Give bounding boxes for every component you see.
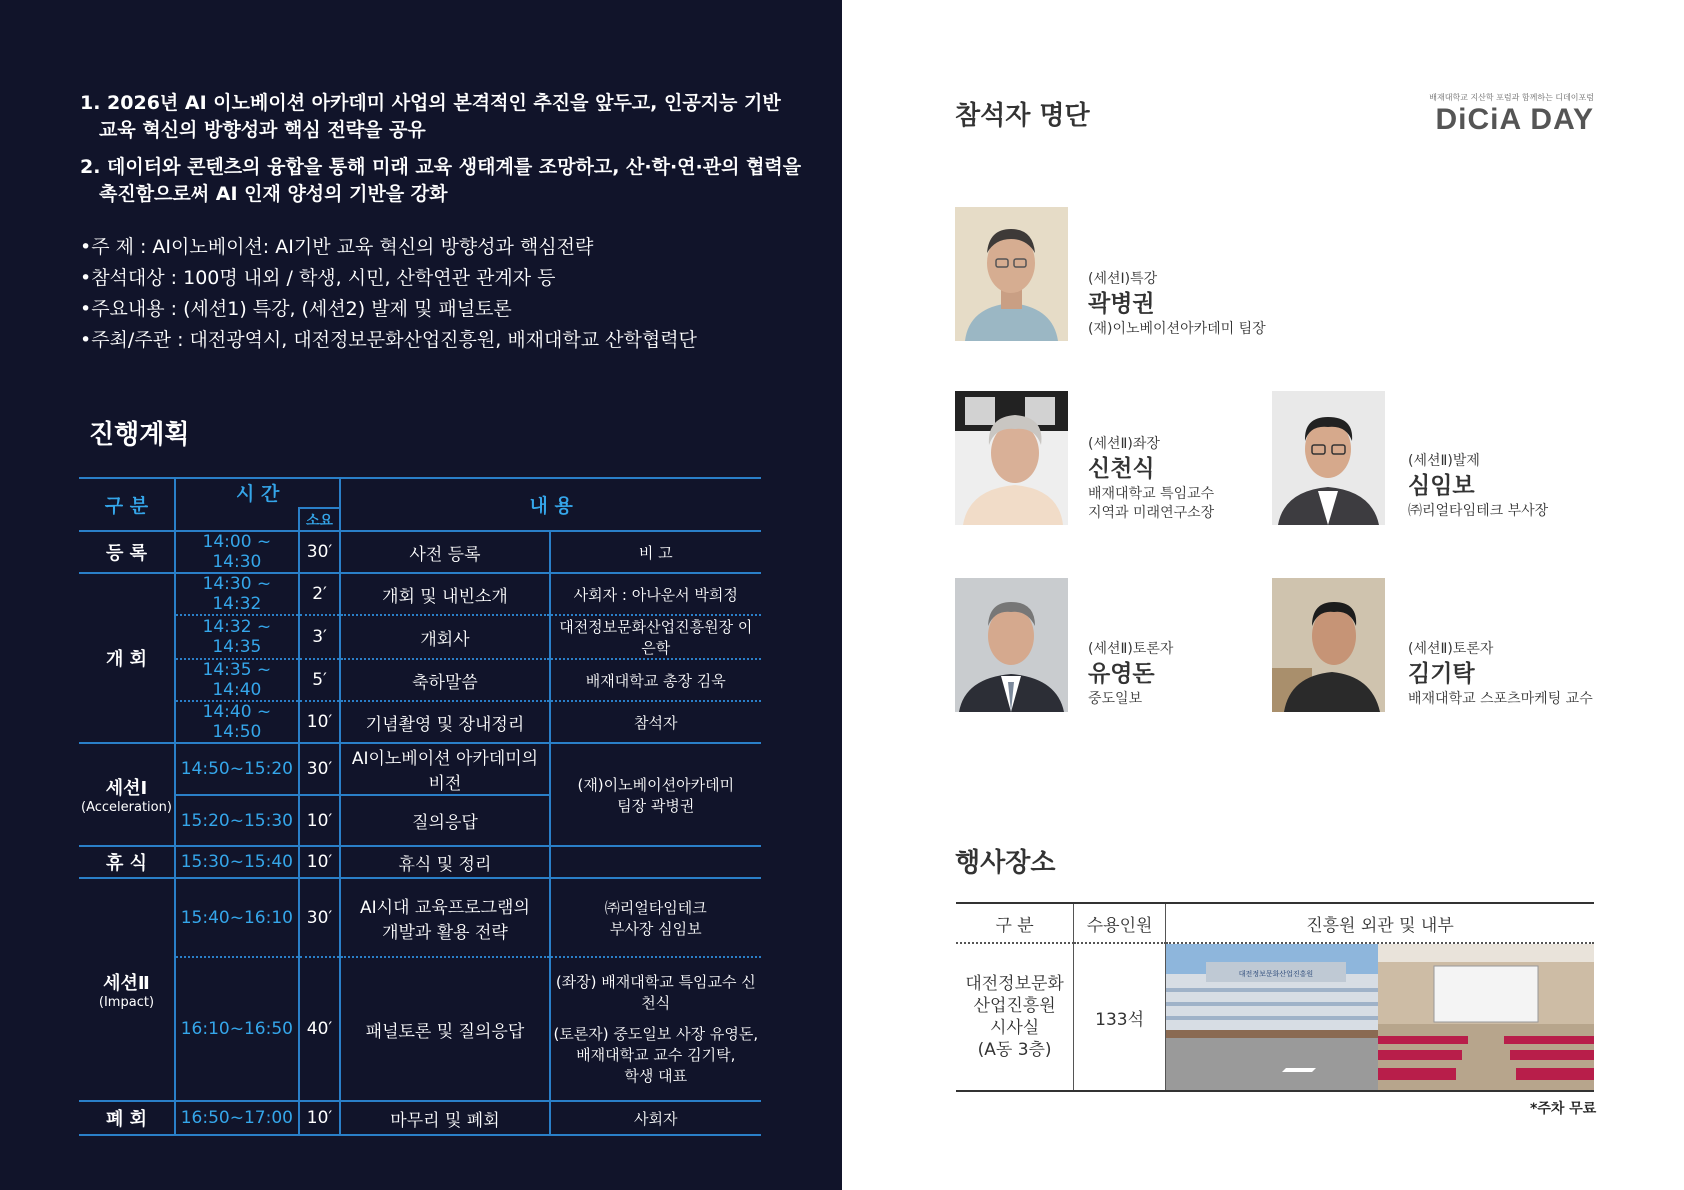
speaker-shim bbox=[1408, 450, 1548, 521]
note-cell: 대전정보문화산업진흥원장 이은학 bbox=[550, 615, 761, 659]
speaker-name: 김기탁 bbox=[1408, 661, 1475, 687]
content-line: AI시대 교육프로그램의 bbox=[360, 897, 530, 918]
table-row bbox=[79, 743, 761, 795]
header-time: 시 간 bbox=[175, 478, 340, 508]
note-line: (재)이노베이션아카데미 bbox=[577, 775, 735, 794]
header-category: 구 분 bbox=[79, 478, 175, 531]
duration-cell: 10′ bbox=[299, 1101, 341, 1135]
content-cell: 개회 및 내빈소개 bbox=[340, 573, 549, 615]
table-row bbox=[79, 531, 761, 573]
venue-place-line: 산업진흥원 bbox=[973, 996, 1056, 1016]
content-line: 개발과 활용 전략 bbox=[382, 922, 508, 943]
schedule-header-row bbox=[79, 478, 761, 508]
content-cell: AI이노베이션 아카데미의 비전 bbox=[340, 743, 549, 795]
duration-cell: 10′ bbox=[299, 846, 341, 878]
logo-wordmark: DiCiA DAY bbox=[1435, 103, 1594, 136]
speaker-affiliation: 배재대학교 특임교수 bbox=[1088, 486, 1215, 502]
speaker-affiliation: 배재대학교 스포츠마케팅 교수 bbox=[1408, 691, 1593, 707]
logo-tagline: 배재대학교 지산학 포럼과 함께하는 디데이포럼 bbox=[1429, 93, 1594, 102]
building-sign-text: 대전정보문화산업진흥원 bbox=[1238, 970, 1314, 978]
table-row bbox=[79, 878, 761, 957]
speaker-kwak bbox=[1088, 268, 1266, 339]
note-line: 팀장 곽병권 bbox=[617, 796, 695, 815]
note-cell bbox=[550, 878, 761, 957]
content-cell: 마무리 및 폐회 bbox=[340, 1101, 549, 1135]
speaker-affiliation: 지역과 미래연구소장 bbox=[1088, 505, 1215, 521]
note-cell bbox=[550, 846, 761, 878]
speaker-name: 신천식 bbox=[1088, 456, 1155, 482]
table-row bbox=[79, 701, 761, 743]
bullet-theme: •주 제 : AI이노베이션: AI기반 교육 혁신의 방향성과 핵심전략 bbox=[80, 236, 594, 258]
venue-header-capacity: 수용인원 bbox=[1074, 903, 1166, 943]
time-cell: 14:30 ~ 14:32 bbox=[175, 573, 299, 615]
table-row bbox=[79, 573, 761, 615]
content-cell: 사전 등록 bbox=[340, 531, 549, 573]
speaker-role: (세션Ⅰ)특강 bbox=[1088, 271, 1158, 287]
time-cell: 15:40~16:10 bbox=[175, 878, 299, 957]
objective-1-line1: 1. 2026년 AI 이노베이션 아카데미 사업의 본격적인 추진을 앞두고, 인공지능 기반 bbox=[80, 92, 781, 114]
time-cell: 14:40 ~ 14:50 bbox=[175, 701, 299, 743]
content-cell: 축하말씀 bbox=[340, 659, 549, 701]
note-cell bbox=[550, 743, 761, 846]
note-cell bbox=[550, 957, 761, 1101]
schedule-table bbox=[79, 478, 761, 1136]
note-line: (토론자) 중도일보 사장 유영돈, bbox=[553, 1024, 759, 1043]
table-row bbox=[79, 615, 761, 659]
speaker-kim bbox=[1408, 638, 1593, 709]
venue-header-row bbox=[956, 903, 1594, 943]
content-cell: 휴식 및 정리 bbox=[340, 846, 549, 878]
venue-header-category: 구 분 bbox=[956, 903, 1074, 943]
speaker-name: 심임보 bbox=[1408, 473, 1475, 499]
note-cell: 사회자 : 아나운서 박희정 bbox=[550, 573, 761, 615]
time-cell: 14:00 ~ 14:30 bbox=[175, 531, 299, 573]
time-cell: 15:20~15:30 bbox=[175, 795, 299, 846]
dicia-day-logo bbox=[1419, 92, 1594, 137]
session2-label: 세션Ⅱ bbox=[103, 973, 150, 994]
speaker-role: (세션Ⅱ)발제 bbox=[1408, 453, 1480, 469]
note-line: ㈜리얼타임테크 bbox=[604, 898, 707, 917]
speaker-shin bbox=[1088, 433, 1214, 523]
objective-2 bbox=[80, 154, 801, 208]
venue-place bbox=[956, 943, 1074, 1091]
venue-photos bbox=[1165, 943, 1594, 1091]
note-cell: 배재대학교 총장 김욱 bbox=[550, 659, 761, 701]
note-cell: 사회자 bbox=[550, 1101, 761, 1135]
duration-cell: 30′ bbox=[299, 743, 341, 795]
speaker-photo-kwak bbox=[955, 207, 1068, 341]
speaker-affiliation: ㈜리얼타임테크 부사장 bbox=[1408, 503, 1549, 519]
parking-note: *주차 무료 bbox=[1530, 1101, 1597, 1117]
speaker-photo-shim bbox=[1272, 391, 1385, 525]
session2-sub: (Impact) bbox=[98, 995, 155, 1010]
bullet-contents: •주요내용 : (세션1) 특강, (세션2) 발제 및 패널토론 bbox=[80, 298, 512, 320]
speaker-name: 곽병권 bbox=[1088, 291, 1155, 317]
duration-cell: 40′ bbox=[299, 957, 341, 1101]
category-session1 bbox=[79, 743, 175, 846]
header-time-blank bbox=[175, 508, 299, 531]
table-row bbox=[79, 659, 761, 701]
time-cell: 16:10~16:50 bbox=[175, 957, 299, 1101]
category-break: 휴 식 bbox=[79, 846, 175, 878]
content-cell: 질의응답 bbox=[340, 795, 549, 846]
duration-cell: 10′ bbox=[299, 701, 341, 743]
building-exterior-photo bbox=[1166, 944, 1378, 1090]
attendees-title: 참석자 명단 bbox=[955, 101, 1090, 131]
speaker-name: 유영돈 bbox=[1088, 661, 1155, 687]
content-cell: 기념촬영 및 장내정리 bbox=[340, 701, 549, 743]
session1-sub: (Acceleration) bbox=[81, 800, 172, 815]
venue-place-line: 대전정보문화 bbox=[965, 974, 1064, 994]
duration-cell: 3′ bbox=[299, 615, 341, 659]
plan-title: 진행계획 bbox=[89, 420, 190, 450]
speaker-role: (세션Ⅱ)좌장 bbox=[1088, 436, 1160, 452]
content-cell bbox=[340, 878, 549, 957]
note-line: 배재대학교 교수 김기탁, bbox=[576, 1045, 736, 1064]
table-row bbox=[79, 846, 761, 878]
note-line: 학생 대표 bbox=[624, 1066, 688, 1085]
category-opening: 개 회 bbox=[79, 573, 175, 743]
venue-place-line: (A동 3층) bbox=[977, 1040, 1052, 1060]
speaker-photo-shin bbox=[955, 391, 1068, 525]
duration-cell: 30′ bbox=[299, 878, 341, 957]
speaker-photo-kim bbox=[1272, 578, 1385, 712]
time-cell: 14:35 ~ 14:40 bbox=[175, 659, 299, 701]
venue-header-photos: 진흥원 외관 및 내부 bbox=[1165, 903, 1594, 943]
time-cell: 14:50~15:20 bbox=[175, 743, 299, 795]
duration-cell: 30′ bbox=[299, 531, 341, 573]
bullet-hosts: •주최/주관 : 대전광역시, 대전정보문화산업진흥원, 배재대학교 산학협력단 bbox=[80, 329, 697, 351]
time-cell: 14:32 ~ 14:35 bbox=[175, 615, 299, 659]
objective-2-line1: 2. 데이터와 콘텐츠의 융합을 통해 미래 교육 생태계를 조망하고, 산·학·연·관의 협력을 bbox=[80, 156, 802, 178]
time-cell: 16:50~17:00 bbox=[175, 1101, 299, 1135]
duration-cell: 5′ bbox=[299, 659, 341, 701]
objective-1-line2: 교육 혁신의 방향성과 핵심 전략을 공유 bbox=[99, 119, 426, 141]
note-line: 부사장 심임보 bbox=[609, 919, 702, 938]
objective-1 bbox=[80, 90, 781, 144]
session1-label: 세션Ⅰ bbox=[105, 778, 148, 799]
table-row bbox=[79, 1101, 761, 1135]
duration-cell: 10′ bbox=[299, 795, 341, 846]
venue-place-line: 시사실 bbox=[989, 1018, 1040, 1038]
venue-table bbox=[956, 902, 1594, 1092]
venue-title: 행사장소 bbox=[955, 848, 1056, 878]
objective-2-line2: 촉진함으로써 AI 인재 양성의 기반을 강화 bbox=[99, 183, 448, 205]
duration-cell: 2′ bbox=[299, 573, 341, 615]
venue-capacity: 133석 bbox=[1074, 943, 1166, 1091]
speaker-yoo bbox=[1088, 638, 1173, 709]
content-cell: 패널토론 및 질의응답 bbox=[340, 957, 549, 1101]
category-session2 bbox=[79, 878, 175, 1101]
speaker-role: (세션Ⅱ)토론자 bbox=[1088, 641, 1174, 657]
time-cell: 15:30~15:40 bbox=[175, 846, 299, 878]
header-content: 내 용 bbox=[340, 478, 761, 531]
category-closing: 폐 회 bbox=[79, 1101, 175, 1135]
table-row bbox=[79, 957, 761, 1101]
speaker-affiliation: 중도일보 bbox=[1088, 691, 1143, 707]
speaker-role: (세션Ⅱ)토론자 bbox=[1408, 641, 1494, 657]
content-cell: 개회사 bbox=[340, 615, 549, 659]
bullet-audience: •참석대상 : 100명 내외 / 학생, 시민, 산학연관 관계자 등 bbox=[80, 267, 556, 289]
screening-room-photo bbox=[1378, 944, 1594, 1090]
speaker-photo-yoo bbox=[955, 578, 1068, 712]
note-cell: 비 고 bbox=[550, 531, 761, 573]
category-registration: 등 록 bbox=[79, 531, 175, 573]
note-cell: 참석자 bbox=[550, 701, 761, 743]
header-duration: 소요 bbox=[299, 508, 341, 531]
speaker-affiliation: (재)이노베이션아카데미 팀장 bbox=[1088, 321, 1266, 337]
note-line: (좌장) 배재대학교 특임교수 신천식 bbox=[555, 972, 756, 1012]
venue-row bbox=[956, 943, 1594, 1091]
